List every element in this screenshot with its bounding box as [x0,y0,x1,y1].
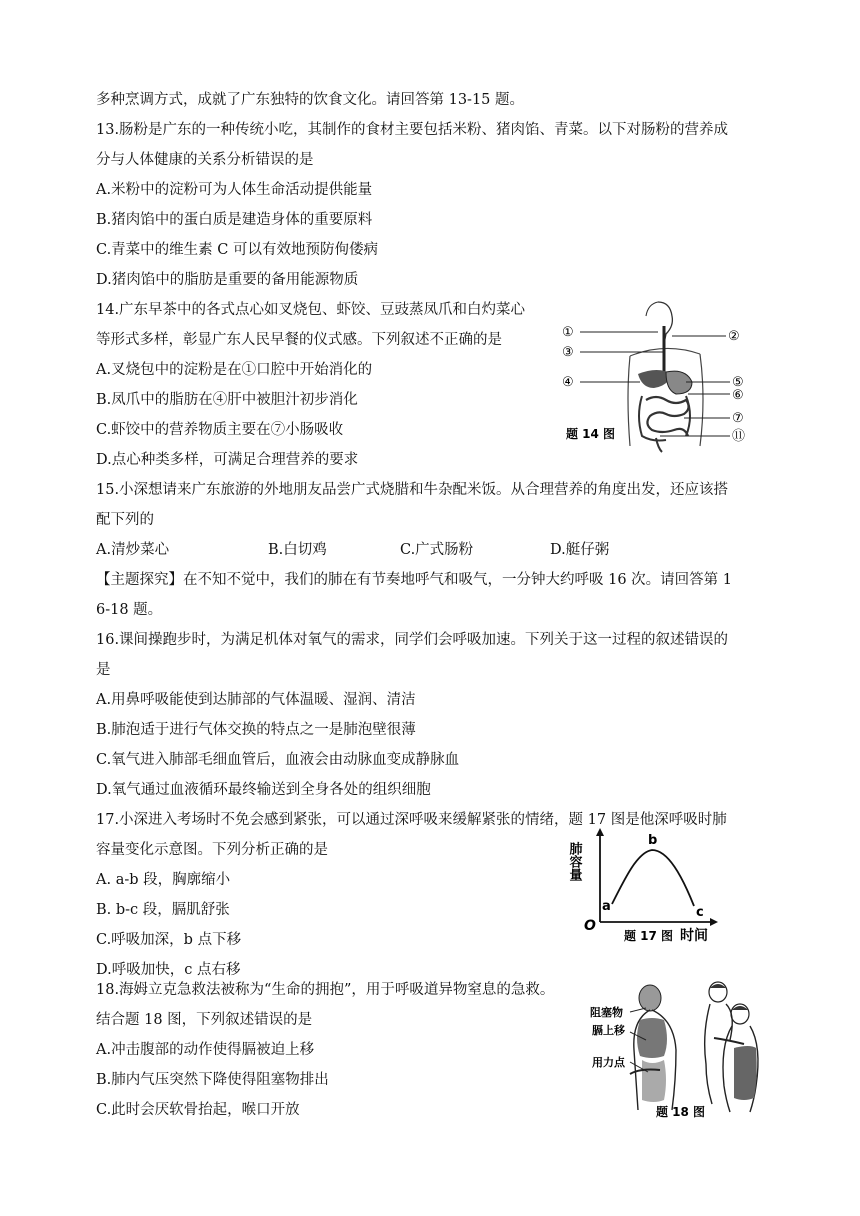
lung-volume-figure [566,826,726,944]
q17-stem-2: 容量变化示意图。下列分析正确的是 [96,842,328,858]
q13-option-c: C.青菜中的维生素 C 可以有效地预防佝偻病 [96,242,378,258]
fig17-xlabel: 时间 [680,928,708,944]
label-7: ⑦ [732,411,744,426]
fig18-caption: 题 18 图 [656,1105,706,1119]
fig17-point-a: a [602,899,611,914]
q16-option-b: B.肺泡适于进行气体交换的特点之一是肺泡壁很薄 [96,722,416,738]
q15-option-a: A.清炒菜心 [96,542,170,558]
label-2: ② [728,329,740,344]
fig17-ylabel: 肺容量 [566,842,582,881]
fig17-origin: O [584,918,596,934]
q15-stem-1: 15.小深想请来广东旅游的外地朋友品尝广式烧腊和牛杂配米饭。从合理营养的角度出发，还应该搭 [96,482,729,498]
q17-option-d: D.呼吸加快，c 点右移 [96,962,241,978]
theme-line-2: 6-18 题。 [96,602,163,618]
q16-stem-2: 是 [96,662,111,678]
q16-option-d: D.氧气通过血液循环最终输送到全身各处的组织细胞 [96,782,431,798]
fig17-point-b: b [648,833,658,848]
q18-stem-2: 结合题 18 图，下列叙述错误的是 [96,1012,313,1028]
fig18-label-obstruction: 阻塞物 [590,1006,623,1019]
q15-option-b: B.白切鸡 [268,542,327,558]
q14-option-d: D.点心种类多样，可满足合理营养的要求 [96,452,359,468]
q18-stem-1: 18.海姆立克急救法被称为“生命的拥抱”，用于呼吸道异物窒息的急救。 [96,982,555,998]
q13-option-a: A.米粉中的淀粉可为人体生命活动提供能量 [96,182,373,198]
q18-option-b: B.肺内气压突然下降使得阻塞物排出 [96,1072,329,1088]
q17-option-b: B. b-c 段，膈肌舒张 [96,902,230,918]
digestive-system-figure [560,296,760,456]
label-11: ⑪ [732,429,746,444]
theme-line-1: 【主题探究】在不知不觉中，我们的肺在有节奏地呼气和吸气，一分钟大约呼吸 16 次。请回答第 1 [96,572,732,588]
q15-stem-2: 配下列的 [96,512,154,528]
q13-stem-1: 13.肠粉是广东的一种传统小吃，其制作的食材主要包括米粉、猪肉馅、青菜。以下对肠粉的营养成 [96,122,729,138]
q15-option-d: D.艇仔粥 [550,542,610,558]
q13-stem-2: 分与人体健康的关系分析错误的是 [96,152,314,168]
q14-option-b: B.凤爪中的脂肪在④肝中被胆汁初步消化 [96,392,358,408]
fig18-label-diaphragm: 膈上移 [592,1024,625,1037]
fig14-caption: 题 14 图 [566,427,616,441]
q16-stem-1: 16.课间操跑步时，为满足机体对氧气的需求，同学们会呼吸加速。下列关于这一过程的叙述错误的 [96,632,729,648]
q14-stem-2: 等形式多样，彰显广东人民早餐的仪式感。下列叙述不正确的是 [96,332,502,348]
label-3: ③ [562,345,574,360]
q14-option-a: A.叉烧包中的淀粉是在①口腔中开始消化的 [96,362,373,378]
label-6: ⑥ [732,388,744,403]
q13-option-b: B.猪肉馅中的蛋白质是建造身体的重要原料 [96,212,373,228]
q14-option-c: C.虾饺中的营养物质主要在⑦小肠吸收 [96,422,344,438]
q17-stem-1: 17.小深进入考场时不免会感到紧张，可以通过深呼吸来缓解紧张的情绪，题 17 图是他深呼吸时肺 [96,812,727,828]
fig18-label-force-point: 用力点 [592,1056,625,1069]
label-5: ⑤ [732,375,744,390]
q16-option-c: C.氧气进入肺部毛细血管后，血液会由动脉血变成静脉血 [96,752,460,768]
q14-stem-1: 14.广东早茶中的各式点心如叉烧包、虾饺、豆豉蒸凤爪和白灼菜心 [96,302,526,318]
fig17-point-c: c [696,905,704,920]
intro-text: 多种烹调方式，成就了广东独特的饮食文化。请回答第 13-15 题。 [96,92,525,108]
heimlich-figure [590,980,780,1120]
q16-option-a: A.用鼻呼吸能使到达肺部的气体温暖、湿润、清洁 [96,692,416,708]
q13-option-d: D.猪肉馅中的脂肪是重要的备用能源物质 [96,272,359,288]
q15-option-c: C.广式肠粉 [400,542,474,558]
label-1: ① [562,325,574,340]
label-4: ④ [562,375,574,390]
q17-option-a: A. a-b 段，胸廓缩小 [96,872,231,888]
fig17-caption: 题 17 图 [624,929,674,943]
q18-option-c: C.此时会厌软骨抬起，喉口开放 [96,1102,300,1118]
q18-option-a: A.冲击腹部的动作使得膈被迫上移 [96,1042,315,1058]
q17-option-c: C.呼吸加深，b 点下移 [96,932,242,948]
